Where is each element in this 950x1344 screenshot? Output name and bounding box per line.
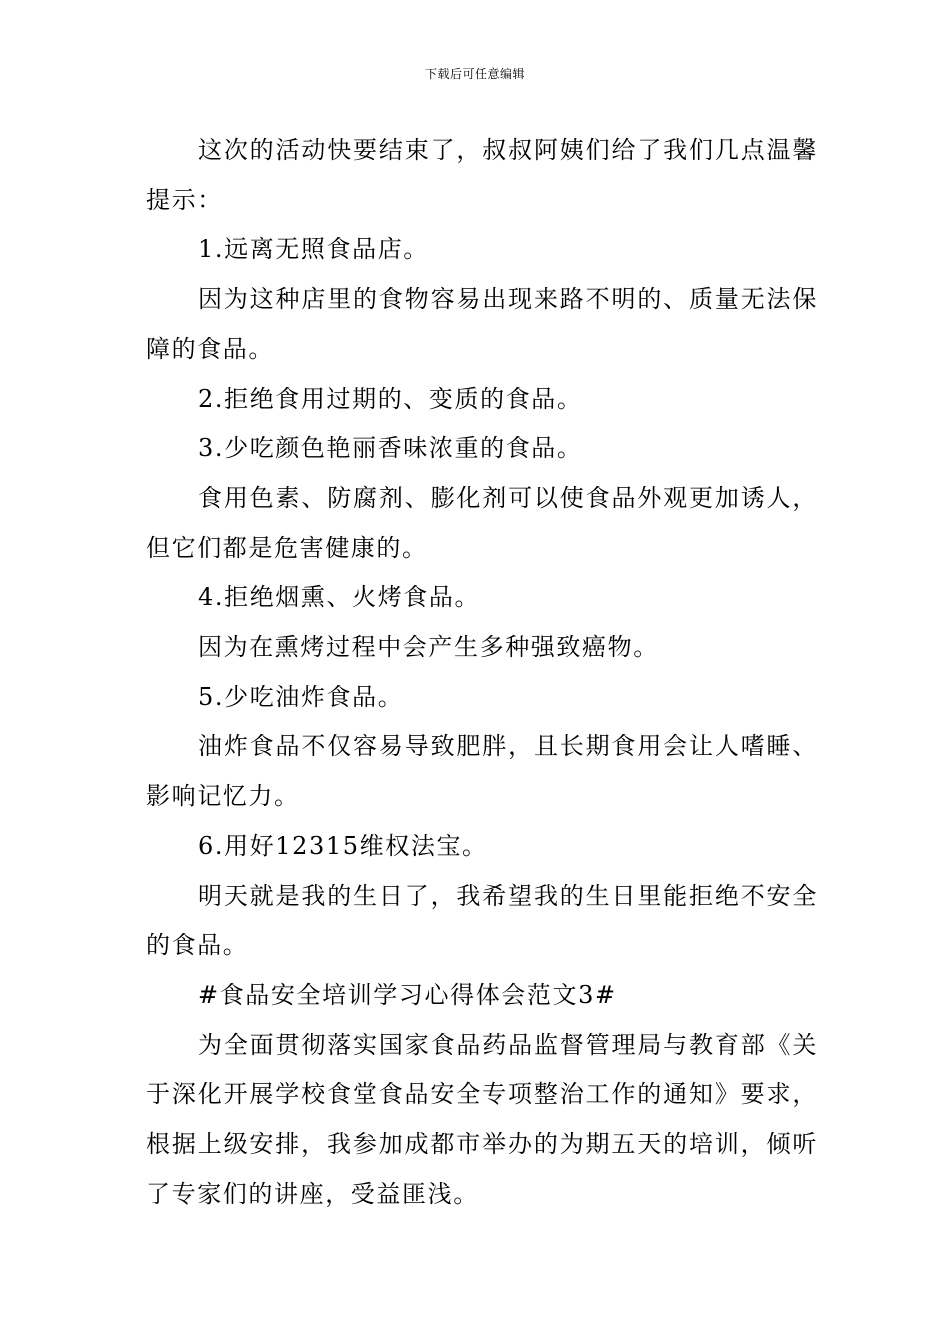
tip-6: 6.用好12315维权法宝。	[198, 831, 488, 860]
tip-3-detail: 食用色素、防腐剂、膨化剂可以使食品外观更加诱人，但它们都是危害健康的。	[146, 483, 818, 562]
paragraph-birthday: 明天就是我的生日了，我希望我的生日里能拒绝不安全的食品。	[146, 881, 818, 960]
paragraph-training-intro: 为全面贯彻落实国家食品药品监督管理局与教育部《关于深化开展学校食堂食品安全专项整治工作的通知》要求，根据上级安排，我参加成都市举办的为期五天的培训，倾听了专家们的讲座，受益匪浅。	[146, 1030, 818, 1208]
tip-2: 2.拒绝食用过期的、变质的食品。	[198, 384, 583, 413]
tip-3: 3.少吃颜色艳丽香味浓重的食品。	[198, 434, 583, 463]
tip-1: 1.远离无照食品店。	[198, 235, 429, 264]
tip-4: 4.拒绝烟熏、火烤食品。	[198, 583, 481, 612]
page-header-note: 下载后可任意编辑	[424, 67, 525, 81]
document-body	[146, 126, 818, 1219]
tip-5-detail: 油炸食品不仅容易导致肥胖，且长期食用会让人嗜睡、影响记忆力。	[146, 732, 818, 811]
tip-4-detail: 因为在熏烤过程中会产生多种强致癌物。	[198, 633, 659, 662]
section-heading: #食品安全培训学习心得体会范文3#	[198, 980, 617, 1009]
tip-5: 5.少吃油炸食品。	[198, 682, 404, 711]
paragraph-activity-ending: 这次的活动快要结束了，叔叔阿姨们给了我们几点温馨提示：	[146, 136, 818, 214]
tip-1-detail: 因为这种店里的食物容易出现来路不明的、质量无法保障的食品。	[146, 285, 818, 363]
